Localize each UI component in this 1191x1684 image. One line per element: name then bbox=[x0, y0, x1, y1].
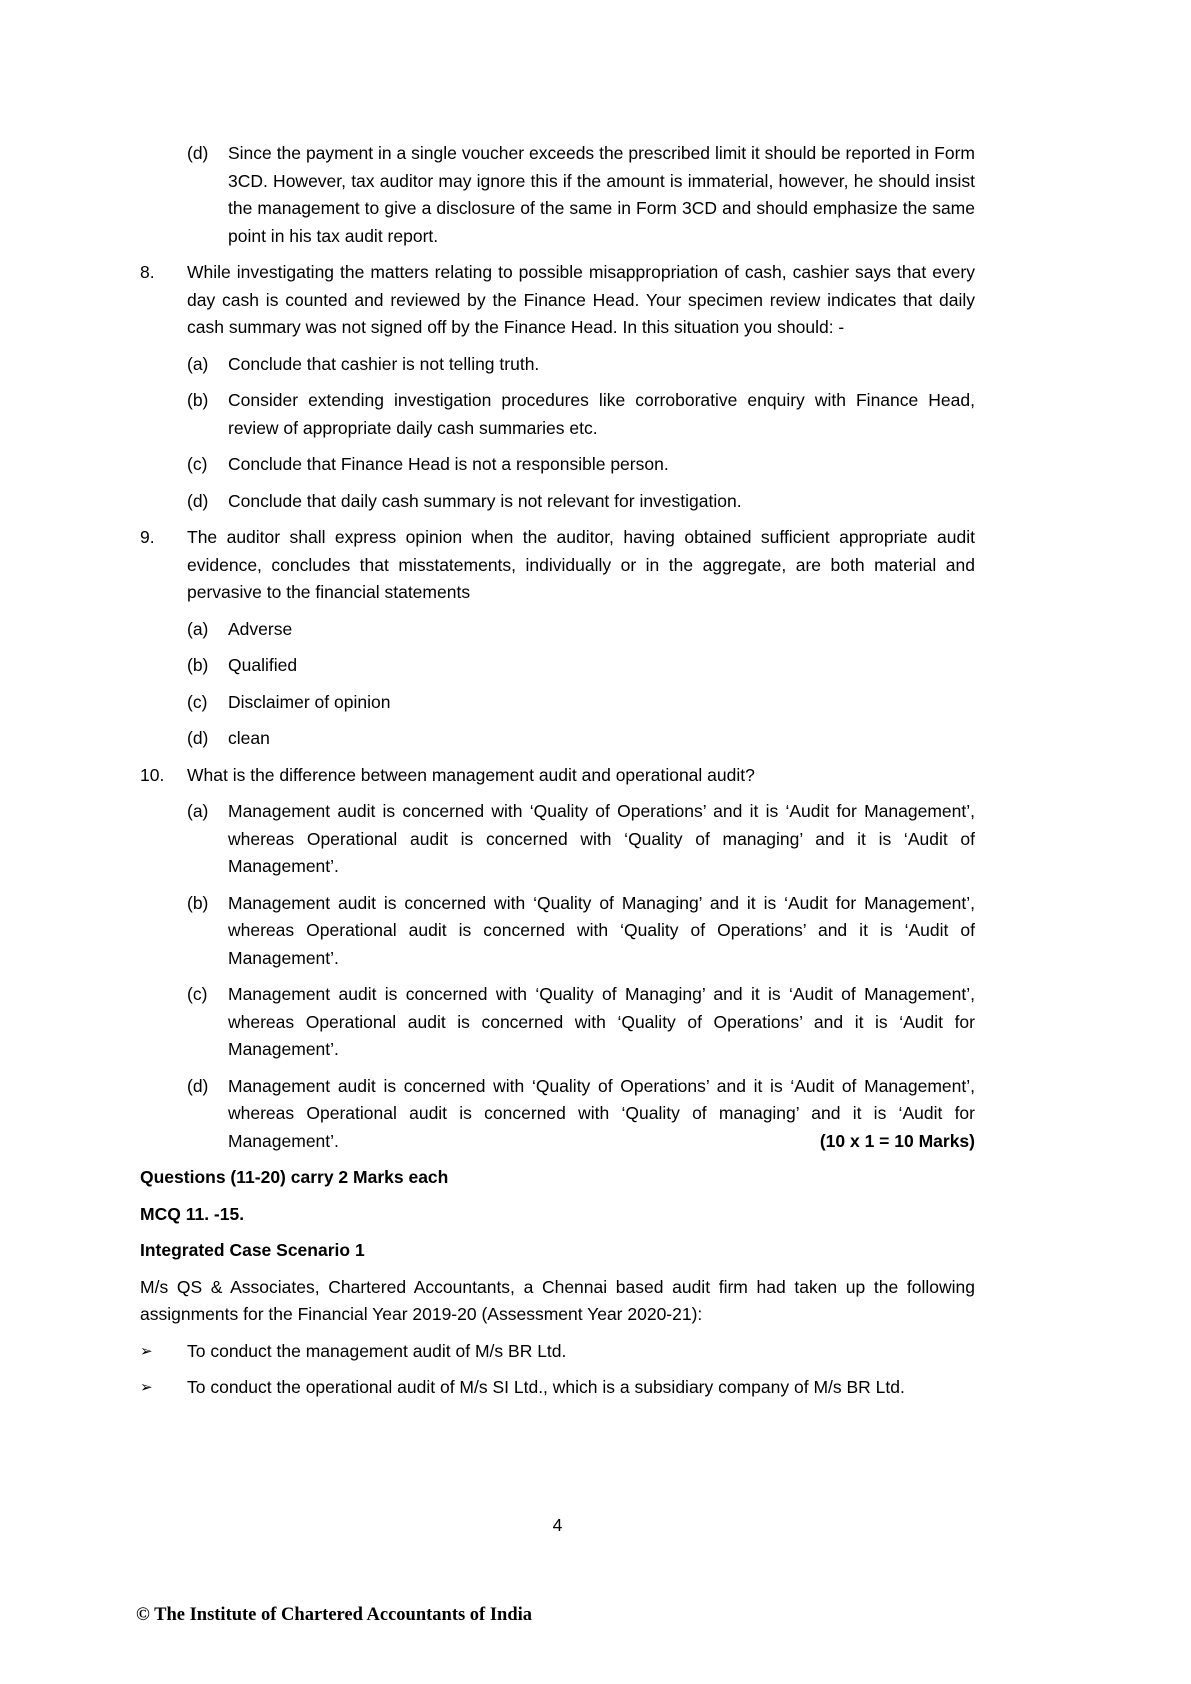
option-label: (a) bbox=[187, 353, 209, 374]
option-text: Management audit is concerned with ‘Quality of Managing’ and it is ‘Audit of Management’, whereas Operational audit is concerned with ‘Quality of Operations’ and it is ‘Audit for Management’. bbox=[228, 984, 975, 1059]
question9-option-b bbox=[187, 652, 975, 680]
section-header-mcq-range: MCQ 11. -15. bbox=[140, 1203, 245, 1224]
question10-option-d bbox=[187, 1073, 975, 1156]
option-text: Management audit is concerned with ‘Quality of Managing’ and it is ‘Audit for Management’, whereas Operational audit is concerned with ‘Quality of Operations’ and it is ‘Audit of Management’. bbox=[228, 892, 975, 968]
question-text: While investigating the matters relating to possible misappropriation of cash, cashier says that every day cash is counted and reviewed by the Finance Head. Your specimen review indicates that daily cash summary was not signed off by the Finance Head. In this situation you should: - bbox=[187, 262, 975, 337]
question10-option-c bbox=[187, 981, 975, 1064]
option-label: (b) bbox=[187, 390, 209, 410]
question8-option-d bbox=[187, 488, 975, 516]
option-label: (d) bbox=[187, 728, 209, 748]
question10-option-a bbox=[187, 798, 975, 881]
option-label: (d) bbox=[187, 490, 209, 511]
question-number: 8. bbox=[140, 262, 155, 282]
arrow-bullet-icon: ➢ bbox=[140, 1378, 153, 1396]
scenario-bullet-1 bbox=[140, 1338, 975, 1366]
option-text: Conclude that cashier is not telling truth. bbox=[228, 353, 540, 374]
question-10 bbox=[140, 762, 975, 790]
question-8 bbox=[140, 259, 975, 342]
option-label: (a) bbox=[187, 801, 209, 821]
question10-option-b bbox=[187, 890, 975, 973]
option-text: clean bbox=[228, 728, 270, 748]
scenario-bullet-2 bbox=[140, 1374, 975, 1402]
question9-option-a bbox=[187, 616, 975, 644]
scenario-intro: M/s QS & Associates, Chartered Accountants, a Chennai based audit firm had taken up the following assignments for the Financial Year 2019-20 (Assessment Year 2020-21): bbox=[140, 1276, 975, 1324]
option-text-content: Management audit is concerned with ‘Quality of Operations’ and it is ‘Audit of Management’, whereas Operational audit is concerned with ‘Quality of managing’ and it is ‘Audit for Management’. bbox=[228, 1075, 975, 1151]
marks-note: (10 x 1 = 10 Marks) bbox=[819, 1130, 975, 1151]
question-text: What is the difference between management audit and operational audit? bbox=[187, 764, 755, 785]
option-label: (c) bbox=[187, 984, 208, 1004]
question9-option-d bbox=[187, 725, 975, 753]
option-text: Conclude that Finance Head is not a responsible person. bbox=[228, 454, 669, 474]
option-text: Consider extending investigation procedures like corroborative enquiry with Finance Head, review of appropriate daily cash summaries etc. bbox=[228, 390, 975, 438]
option-label: (b) bbox=[187, 892, 209, 913]
question8-option-b bbox=[187, 387, 975, 442]
option-label: (b) bbox=[187, 655, 209, 675]
bullet-text: To conduct the management audit of M/s BR Ltd. bbox=[187, 1340, 567, 1361]
option-text: Management audit is concerned with ‘Quality of Operations’ and it is ‘Audit for Management’, whereas Operational audit is concerned with ‘Quality of managing’ and it is ‘Audit of Management’. bbox=[228, 801, 975, 876]
section-header-marks: Questions (11-20) carry 2 Marks each bbox=[140, 1167, 449, 1187]
option-text: Since the payment in a single voucher exceeds the prescribed limit it should be reported in Form 3CD. However, tax auditor may ignore this if the amount is immaterial, however, he should insist the management to give a disclosure of the same in Form 3CD and should emphasize the same point in his tax audit report. bbox=[228, 143, 975, 246]
question8-option-c bbox=[187, 451, 975, 479]
question-text: The auditor shall express opinion when the auditor, having obtained sufficient appropriate audit evidence, concludes that misstatements, individually or in the aggregate, are both material and pervasive to the financial statements bbox=[187, 527, 975, 602]
option-text: Disclaimer of opinion bbox=[228, 691, 391, 712]
option-label: (c) bbox=[187, 691, 208, 712]
page-number: 4 bbox=[552, 1515, 563, 1535]
copyright-notice: © The Institute of Chartered Accountants of India bbox=[136, 1605, 533, 1625]
option-text bbox=[228, 1073, 975, 1156]
question8-option-a bbox=[187, 351, 975, 379]
section-header-scenario: Integrated Case Scenario 1 bbox=[140, 1240, 365, 1260]
question7-option-d bbox=[187, 140, 975, 250]
bullet-text: To conduct the operational audit of M/s SI Ltd., which is a subsidiary company of M/s BR Ltd. bbox=[187, 1377, 905, 1397]
question-number: 9. bbox=[140, 527, 155, 547]
question-9 bbox=[140, 524, 975, 607]
page-content bbox=[140, 140, 975, 1411]
arrow-bullet-icon: ➢ bbox=[140, 1341, 153, 1360]
question-number: 10. bbox=[140, 764, 165, 785]
option-text: Adverse bbox=[228, 618, 293, 639]
option-text: Conclude that daily cash summary is not relevant for investigation. bbox=[228, 490, 742, 511]
question9-option-c bbox=[187, 689, 975, 717]
option-label: (c) bbox=[187, 454, 208, 474]
option-label: (d) bbox=[187, 143, 209, 163]
option-label: (d) bbox=[187, 1075, 209, 1096]
option-text: Qualified bbox=[228, 655, 298, 675]
option-label: (a) bbox=[187, 618, 209, 639]
